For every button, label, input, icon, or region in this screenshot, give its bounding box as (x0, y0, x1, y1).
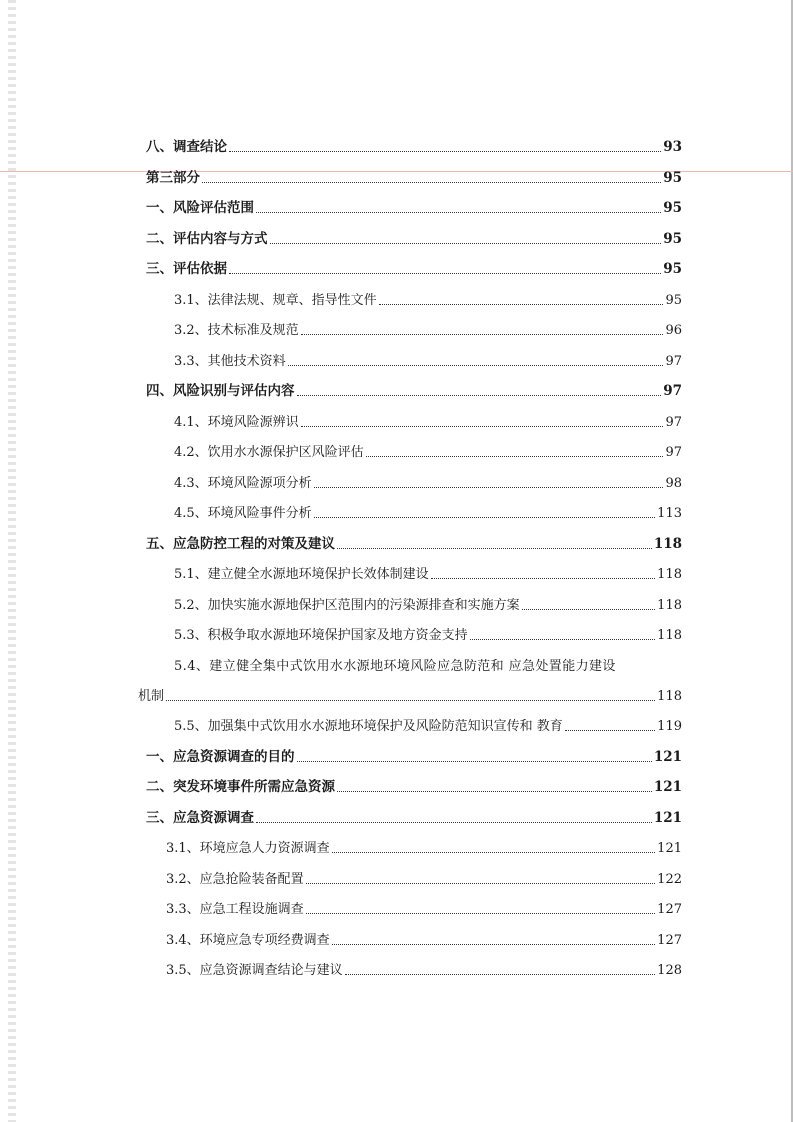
toc-dot-leader (297, 395, 662, 396)
toc-entry-title: 三、评估依据 (146, 261, 227, 277)
toc-entry-title: 八、调查结论 (146, 139, 227, 155)
toc-entry-title: 4.1、环境风险源辨识 (174, 414, 299, 430)
toc-page-number: 95 (663, 230, 682, 247)
toc-page-number: 121 (657, 841, 682, 856)
toc-entry-title: 5.1、建立健全水源地环境保护长效体制建设 (174, 567, 429, 582)
toc-entry[interactable] (146, 566, 682, 583)
toc-dot-leader (256, 212, 661, 213)
toc-dot-leader (314, 487, 664, 488)
toc-entry-title: 一、风险评估范围 (146, 200, 254, 216)
toc-dot-leader (470, 639, 655, 640)
toc-dot-leader (301, 334, 664, 335)
toc-dot-leader (229, 273, 661, 274)
toc-entry-title: 3.3、应急工程设施调查 (166, 902, 304, 917)
toc-dot-leader (306, 913, 655, 914)
toc-entry-title: 一、应急资源调查的目的 (146, 748, 295, 765)
toc-entry-title: 5.5、加强集中式饮用水水源地环境保护及风险防范知识宣传和 教育 (174, 719, 563, 734)
toc-dot-leader (565, 730, 655, 731)
toc-page-number: 95 (663, 200, 682, 216)
toc-dot-leader (166, 700, 655, 701)
toc-entry-title: 二、评估内容与方式 (146, 230, 268, 247)
toc-page-number: 128 (657, 963, 682, 978)
toc-page-number: 96 (665, 323, 682, 338)
toc-page-number: 113 (657, 506, 682, 521)
toc-entry-title: 五、应急防控工程的对策及建议 (146, 535, 335, 552)
toc-entry[interactable] (146, 353, 682, 370)
toc-entry[interactable] (146, 536, 682, 553)
toc-entry[interactable] (146, 322, 682, 339)
toc-page-number: 97 (665, 414, 682, 430)
toc-entry-title: 5.2、加快实施水源地保护区范围内的污染源排查和实施方案 (174, 597, 520, 613)
table-of-contents (138, 139, 682, 993)
toc-page-number: 118 (657, 628, 682, 643)
toc-entry[interactable] (146, 383, 682, 400)
toc-entry-title: 第三部分 (146, 169, 200, 186)
toc-dot-leader (379, 304, 664, 305)
toc-entry[interactable] (146, 414, 682, 431)
toc-entry-title: 3.4、环境应急专项经费调查 (166, 932, 330, 948)
toc-dot-leader (366, 456, 664, 457)
toc-entry[interactable] (146, 871, 682, 888)
toc-page-number: 127 (657, 932, 682, 948)
toc-entry[interactable] (146, 139, 682, 156)
toc-page-number: 118 (657, 597, 682, 613)
toc-entry[interactable] (146, 200, 682, 217)
toc-entry[interactable] (146, 932, 682, 949)
toc-entry-title: 3.2、应急抢险装备配置 (166, 871, 304, 887)
toc-page-number: 118 (653, 535, 682, 552)
toc-entry[interactable] (146, 261, 682, 278)
toc-page-number: 118 (657, 688, 682, 704)
toc-dot-leader (431, 578, 655, 579)
toc-entry-title: 3.3、其他技术资料 (174, 353, 286, 369)
toc-entry[interactable] (146, 840, 682, 857)
toc-entry-title: 二、突发环境事件所需应急资源 (146, 779, 335, 795)
toc-dot-leader (288, 365, 664, 366)
toc-entry[interactable] (146, 962, 682, 979)
toc-dot-leader (337, 791, 652, 792)
toc-entry-title: 三、应急资源调查 (146, 809, 254, 826)
toc-page-number: 119 (657, 719, 682, 734)
toc-entry-title: 4.2、饮用水水源保护区风险评估 (174, 445, 364, 460)
toc-page-number: 97 (665, 445, 682, 460)
toc-dot-leader (314, 517, 655, 518)
toc-entry-title-continued: 机制 (138, 688, 165, 704)
toc-entry-title: 5.4、建立健全集中式饮用水水源地环境风险应急防范和 应急处置能力建设 (174, 658, 616, 674)
toc-entry[interactable] (146, 779, 682, 796)
toc-dot-leader (202, 182, 661, 183)
toc-entry-title: 3.2、技术标准及规范 (174, 323, 299, 338)
toc-entry[interactable] (146, 810, 682, 827)
toc-dot-leader (332, 852, 655, 853)
toc-page-number: 95 (663, 169, 682, 186)
toc-dot-leader (229, 151, 661, 152)
toc-page-number: 98 (665, 475, 682, 491)
toc-page-number: 97 (665, 353, 682, 369)
toc-dot-leader (332, 944, 655, 945)
toc-dot-leader (522, 609, 655, 610)
toc-entry[interactable] (146, 231, 682, 248)
toc-entry[interactable] (146, 292, 682, 309)
toc-dot-leader (301, 426, 664, 427)
toc-entry[interactable] (146, 749, 682, 766)
toc-entry-title: 4.5、环境风险事件分析 (174, 506, 312, 521)
toc-entry[interactable] (146, 505, 682, 522)
toc-page-number: 121 (653, 748, 682, 765)
toc-dot-leader (345, 974, 655, 975)
toc-dot-leader (337, 548, 652, 549)
toc-page-number: 122 (657, 871, 682, 887)
toc-page-number: 121 (653, 809, 682, 826)
toc-dot-leader (270, 243, 662, 244)
toc-entry[interactable] (146, 718, 682, 735)
toc-page-number: 127 (657, 902, 682, 917)
toc-dot-leader (297, 761, 652, 762)
toc-entry-title: 4.3、环境风险源项分析 (174, 475, 312, 491)
toc-page-number: 93 (663, 139, 682, 155)
toc-page-number: 121 (653, 779, 682, 795)
toc-entry[interactable] (146, 901, 682, 918)
toc-entry[interactable] (146, 170, 682, 187)
toc-entry-title: 3.1、法律法规、规章、指导性文件 (174, 292, 377, 308)
page-binding-edge (8, 0, 16, 1122)
toc-page-number: 97 (663, 383, 682, 399)
toc-entry-title: 四、风险识别与评估内容 (146, 383, 295, 399)
toc-entry[interactable] (146, 597, 682, 614)
toc-page-number: 118 (657, 567, 682, 582)
toc-entry[interactable] (146, 444, 682, 461)
toc-entry-title: 3.5、应急资源调查结论与建议 (166, 963, 343, 978)
toc-page-number: 95 (663, 261, 682, 277)
toc-entry-title: 3.1、环境应急人力资源调查 (166, 841, 330, 856)
toc-entry[interactable] (146, 475, 682, 492)
toc-entry[interactable] (146, 627, 682, 644)
toc-dot-leader (256, 822, 652, 823)
toc-entry-title: 5.3、积极争取水源地环境保护国家及地方资金支持 (174, 628, 468, 643)
toc-entry-wrapped[interactable] (138, 658, 682, 705)
toc-dot-leader (306, 883, 655, 884)
toc-page-number: 95 (665, 292, 682, 308)
